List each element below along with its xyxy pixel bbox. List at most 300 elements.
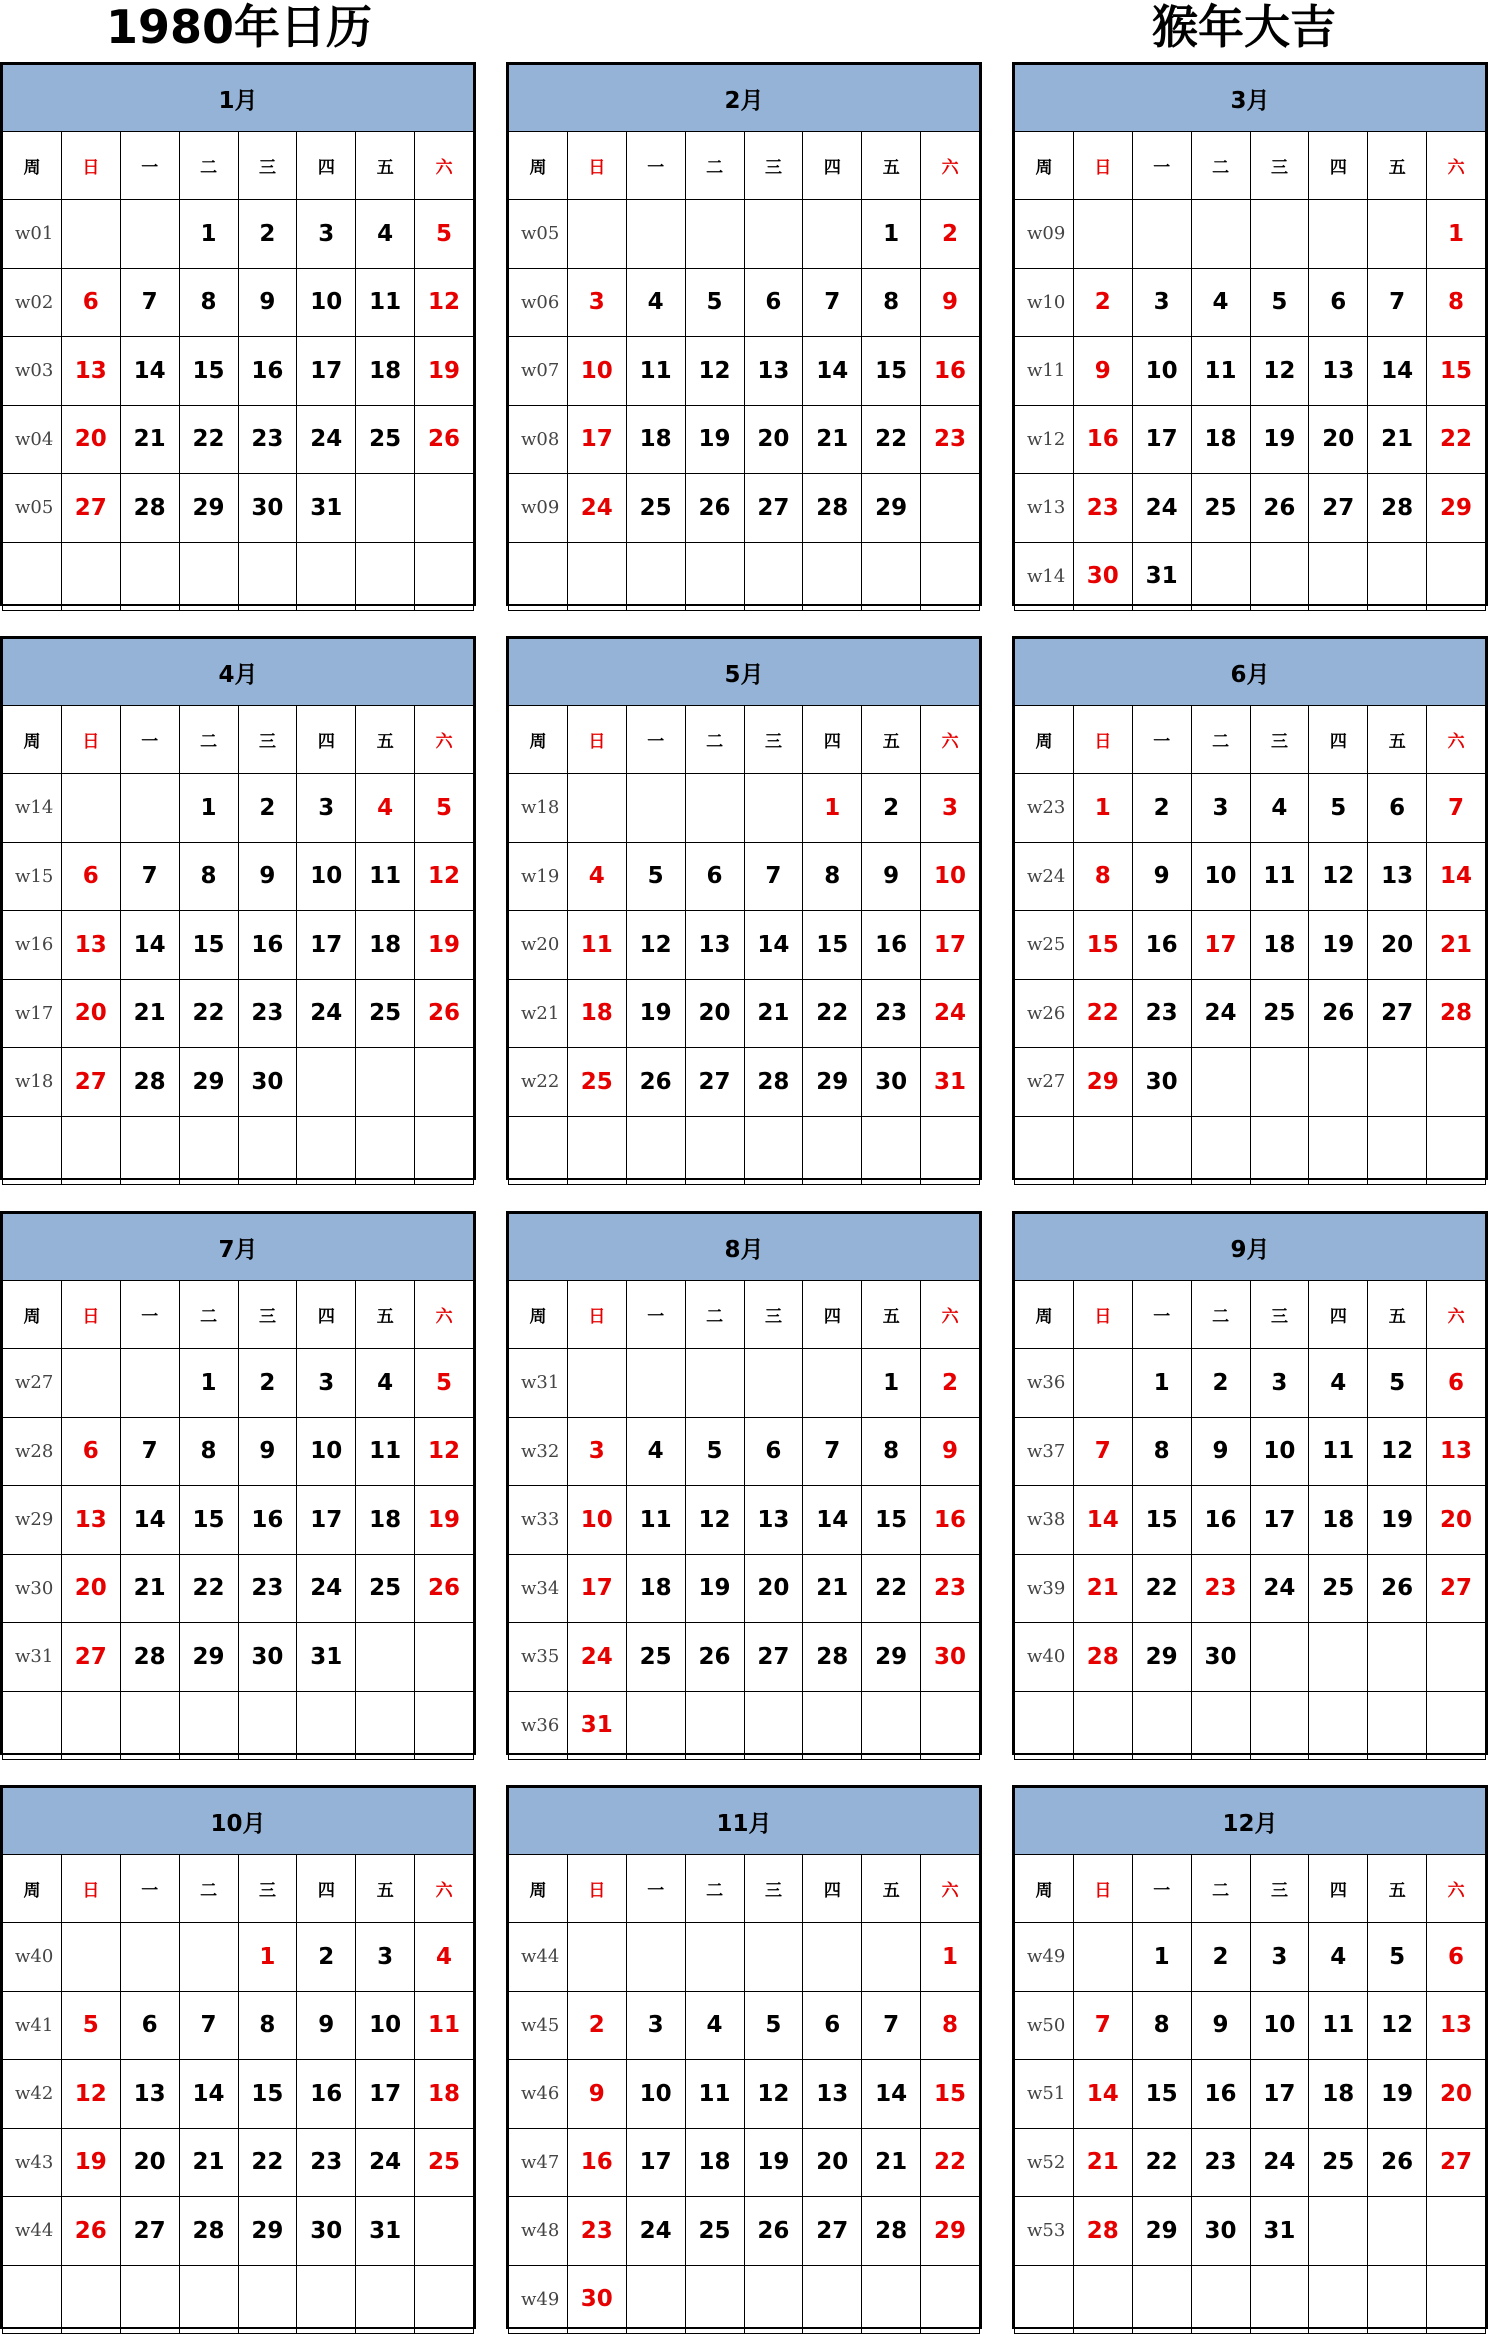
weekday-header: 四 — [297, 706, 356, 774]
day-cell: 6 — [61, 268, 120, 337]
day-cell — [1250, 1691, 1309, 1760]
day-cell — [356, 2265, 415, 2334]
day-cell — [1309, 1691, 1368, 1760]
week-number: w47 — [509, 2128, 568, 2197]
day-cell: 20 — [61, 979, 120, 1048]
day-cell: 10 — [1132, 337, 1191, 406]
day-cell: 5 — [1368, 1349, 1427, 1418]
day-cell — [1427, 1691, 1486, 1760]
weekday-header: 六 — [921, 132, 980, 200]
day-cell: 7 — [179, 1991, 238, 2060]
day-cell — [415, 1116, 474, 1185]
day-cell — [1073, 1691, 1132, 1760]
day-cell — [120, 542, 179, 611]
day-cell: 4 — [415, 1923, 474, 1992]
day-cell: 1 — [921, 1923, 980, 1992]
week-number: w41 — [3, 1991, 62, 2060]
day-cell: 11 — [626, 337, 685, 406]
day-cell: 8 — [1132, 1991, 1191, 2060]
day-cell: 17 — [921, 911, 980, 980]
day-cell: 22 — [921, 2128, 980, 2197]
day-cell: 3 — [567, 1417, 626, 1486]
day-cell: 20 — [1368, 911, 1427, 980]
day-cell — [744, 774, 803, 843]
day-cell: 25 — [685, 2197, 744, 2266]
day-cell: 3 — [567, 268, 626, 337]
day-cell — [1309, 1116, 1368, 1185]
week-column-header: 周 — [3, 706, 62, 774]
day-cell: 27 — [61, 1048, 120, 1117]
day-cell: 22 — [1073, 979, 1132, 1048]
day-cell — [744, 1923, 803, 1992]
week-number: w21 — [509, 979, 568, 1048]
day-cell: 27 — [685, 1048, 744, 1117]
day-cell: 9 — [567, 2060, 626, 2129]
week-number: w49 — [509, 2265, 568, 2334]
day-cell: 3 — [297, 774, 356, 843]
day-cell: 12 — [1368, 1417, 1427, 1486]
week-number: w39 — [1015, 1554, 1074, 1623]
weekday-header: 日 — [567, 1281, 626, 1349]
day-cell: 5 — [1368, 1923, 1427, 1992]
day-cell: 7 — [120, 268, 179, 337]
day-cell: 6 — [744, 1417, 803, 1486]
day-cell: 27 — [120, 2197, 179, 2266]
weekday-header: 五 — [1368, 1281, 1427, 1349]
day-cell: 12 — [61, 2060, 120, 2129]
day-cell: 12 — [1250, 337, 1309, 406]
day-cell — [120, 1691, 179, 1760]
day-cell: 17 — [567, 1554, 626, 1623]
week-number: w20 — [509, 911, 568, 980]
day-cell — [1132, 200, 1191, 269]
day-cell: 11 — [1191, 337, 1250, 406]
day-cell: 14 — [179, 2060, 238, 2129]
day-cell: 26 — [415, 405, 474, 474]
day-cell — [1309, 1048, 1368, 1117]
week-column-header: 周 — [1015, 132, 1074, 200]
week-column-header: 周 — [1015, 706, 1074, 774]
day-cell: 23 — [1132, 979, 1191, 1048]
day-cell — [356, 474, 415, 543]
week-row — [1015, 1417, 1486, 1486]
weekday-header: 六 — [1427, 132, 1486, 200]
month-10 — [0, 1785, 476, 2329]
day-cell: 1 — [862, 1349, 921, 1418]
day-cell — [61, 1349, 120, 1418]
day-cell — [803, 1691, 862, 1760]
day-cell: 14 — [803, 1486, 862, 1555]
week-row — [3, 1691, 474, 1760]
day-cell: 28 — [744, 1048, 803, 1117]
day-cell: 27 — [61, 1623, 120, 1692]
month-title: 9月 — [1015, 1214, 1486, 1281]
week-number: w02 — [3, 268, 62, 337]
day-cell: 16 — [238, 337, 297, 406]
day-cell: 17 — [297, 337, 356, 406]
day-cell: 29 — [1427, 474, 1486, 543]
day-cell: 13 — [744, 337, 803, 406]
week-row — [1015, 1623, 1486, 1692]
week-column-header: 周 — [3, 1855, 62, 1923]
day-cell: 24 — [297, 979, 356, 1048]
day-cell — [1250, 2265, 1309, 2334]
day-cell: 2 — [1073, 268, 1132, 337]
weekday-header: 四 — [803, 706, 862, 774]
day-cell: 2 — [297, 1923, 356, 1992]
day-cell: 23 — [1191, 2128, 1250, 2197]
day-cell — [1073, 2265, 1132, 2334]
weekday-header: 日 — [61, 1281, 120, 1349]
day-cell: 17 — [297, 1486, 356, 1555]
day-cell — [744, 1691, 803, 1760]
day-cell: 24 — [1191, 979, 1250, 1048]
day-cell: 14 — [1427, 842, 1486, 911]
week-number: w24 — [1015, 842, 1074, 911]
day-cell: 1 — [1132, 1923, 1191, 1992]
week-number: w23 — [1015, 774, 1074, 843]
week-number: w26 — [1015, 979, 1074, 1048]
day-cell: 9 — [238, 268, 297, 337]
month-table — [2, 1787, 474, 2334]
week-number: w37 — [1015, 1417, 1074, 1486]
day-cell: 20 — [685, 979, 744, 1048]
day-cell — [862, 1116, 921, 1185]
weekday-header: 二 — [1191, 132, 1250, 200]
day-cell: 25 — [356, 405, 415, 474]
day-cell: 14 — [1368, 337, 1427, 406]
day-cell: 11 — [356, 268, 415, 337]
weekday-header: 五 — [356, 1855, 415, 1923]
weekday-header: 四 — [1309, 132, 1368, 200]
week-number — [3, 2265, 62, 2334]
day-cell: 30 — [1073, 542, 1132, 611]
day-cell: 13 — [744, 1486, 803, 1555]
day-cell: 23 — [1073, 474, 1132, 543]
day-cell — [1309, 2197, 1368, 2266]
day-cell — [803, 2265, 862, 2334]
day-cell: 8 — [238, 1991, 297, 2060]
day-cell: 21 — [1073, 2128, 1132, 2197]
day-cell: 20 — [61, 405, 120, 474]
day-cell: 15 — [1132, 1486, 1191, 1555]
day-cell — [1427, 2265, 1486, 2334]
day-cell — [1250, 542, 1309, 611]
week-number — [1015, 2265, 1074, 2334]
weekday-header: 一 — [120, 1855, 179, 1923]
weekday-header: 六 — [921, 1281, 980, 1349]
month-title: 6月 — [1015, 639, 1486, 706]
week-number — [1015, 1691, 1074, 1760]
weekday-header: 五 — [1368, 132, 1427, 200]
week-row — [1015, 774, 1486, 843]
day-cell: 10 — [297, 268, 356, 337]
month-title: 1月 — [3, 65, 474, 132]
month-title: 11月 — [509, 1788, 980, 1855]
day-cell: 7 — [862, 1991, 921, 2060]
day-cell: 13 — [1368, 842, 1427, 911]
day-cell: 27 — [1368, 979, 1427, 1048]
week-number: w22 — [509, 1048, 568, 1117]
day-cell: 3 — [297, 1349, 356, 1418]
day-cell — [238, 542, 297, 611]
day-cell: 5 — [1250, 268, 1309, 337]
day-cell — [862, 1923, 921, 1992]
day-cell — [61, 1691, 120, 1760]
day-cell: 9 — [921, 268, 980, 337]
day-cell: 1 — [1073, 774, 1132, 843]
day-cell: 10 — [567, 337, 626, 406]
day-cell: 31 — [297, 474, 356, 543]
week-row — [509, 1691, 980, 1760]
day-cell: 9 — [238, 842, 297, 911]
weekday-header: 四 — [297, 132, 356, 200]
day-cell: 19 — [744, 2128, 803, 2197]
day-cell: 11 — [1309, 1991, 1368, 2060]
week-row — [1015, 1048, 1486, 1117]
day-cell — [626, 1349, 685, 1418]
month-5 — [506, 636, 982, 1180]
week-row — [509, 1991, 980, 2060]
day-cell: 30 — [1191, 2197, 1250, 2266]
week-number: w01 — [3, 200, 62, 269]
day-cell — [685, 1923, 744, 1992]
day-cell: 10 — [356, 1991, 415, 2060]
day-cell: 1 — [862, 200, 921, 269]
day-cell — [744, 1349, 803, 1418]
weekday-header: 三 — [1250, 1855, 1309, 1923]
day-cell: 25 — [356, 979, 415, 1048]
day-cell: 24 — [1250, 1554, 1309, 1623]
day-cell: 12 — [415, 268, 474, 337]
week-number — [1015, 1116, 1074, 1185]
week-row — [1015, 1691, 1486, 1760]
week-number: w36 — [1015, 1349, 1074, 1418]
week-row — [1015, 200, 1486, 269]
day-cell: 21 — [1073, 1554, 1132, 1623]
day-cell — [1073, 1923, 1132, 1992]
week-row — [1015, 268, 1486, 337]
month-8 — [506, 1211, 982, 1755]
day-cell — [1250, 1623, 1309, 1692]
day-cell — [685, 1691, 744, 1760]
day-cell — [179, 1923, 238, 1992]
month-2 — [506, 62, 982, 606]
week-column-header: 周 — [509, 132, 568, 200]
day-cell: 4 — [356, 774, 415, 843]
weekday-header: 二 — [179, 1281, 238, 1349]
day-cell: 1 — [179, 774, 238, 843]
day-cell — [120, 1923, 179, 1992]
month-12 — [1012, 1785, 1488, 2329]
day-cell: 29 — [803, 1048, 862, 1117]
week-number: w52 — [1015, 2128, 1074, 2197]
day-cell: 18 — [626, 405, 685, 474]
day-cell — [921, 1691, 980, 1760]
week-row — [3, 2128, 474, 2197]
day-cell — [61, 1116, 120, 1185]
day-cell — [1427, 1048, 1486, 1117]
weekday-header: 三 — [1250, 132, 1309, 200]
day-cell — [1427, 1116, 1486, 1185]
week-number: w14 — [3, 774, 62, 843]
weekday-header: 日 — [1073, 706, 1132, 774]
day-cell: 25 — [415, 2128, 474, 2197]
day-cell — [356, 1048, 415, 1117]
week-number: w51 — [1015, 2060, 1074, 2129]
weekday-header: 五 — [862, 706, 921, 774]
day-cell: 15 — [1132, 2060, 1191, 2129]
weekday-header: 二 — [179, 132, 238, 200]
week-number: w19 — [509, 842, 568, 911]
day-cell: 16 — [921, 337, 980, 406]
day-cell: 3 — [921, 774, 980, 843]
day-cell: 11 — [626, 1486, 685, 1555]
weekday-header: 五 — [356, 132, 415, 200]
weekday-header: 四 — [297, 1281, 356, 1349]
day-cell: 18 — [1309, 2060, 1368, 2129]
weekday-header: 一 — [626, 1855, 685, 1923]
week-row — [3, 1116, 474, 1185]
day-cell: 15 — [862, 337, 921, 406]
week-row — [3, 1554, 474, 1623]
week-row — [509, 542, 980, 611]
week-number: w12 — [1015, 405, 1074, 474]
weekday-header: 一 — [626, 132, 685, 200]
day-cell — [1073, 1116, 1132, 1185]
day-cell: 7 — [1073, 1417, 1132, 1486]
week-number: w48 — [509, 2197, 568, 2266]
day-cell — [1368, 200, 1427, 269]
day-cell: 27 — [61, 474, 120, 543]
day-cell — [1132, 2265, 1191, 2334]
day-cell: 26 — [1250, 474, 1309, 543]
day-cell: 23 — [862, 979, 921, 1048]
day-cell: 22 — [1132, 1554, 1191, 1623]
day-cell: 3 — [356, 1923, 415, 1992]
day-cell: 8 — [179, 268, 238, 337]
weekday-header: 四 — [1309, 706, 1368, 774]
week-number: w13 — [1015, 474, 1074, 543]
day-cell: 10 — [1250, 1991, 1309, 2060]
day-cell: 16 — [1191, 1486, 1250, 1555]
day-cell: 5 — [626, 842, 685, 911]
week-row — [509, 1349, 980, 1418]
week-row — [1015, 2060, 1486, 2129]
day-cell: 25 — [567, 1048, 626, 1117]
month-1 — [0, 62, 476, 606]
day-cell: 26 — [685, 474, 744, 543]
week-row — [1015, 1991, 1486, 2060]
day-cell — [1427, 542, 1486, 611]
day-cell — [803, 542, 862, 611]
day-cell — [626, 1116, 685, 1185]
weekday-header: 四 — [803, 1855, 862, 1923]
weekday-header: 六 — [1427, 1281, 1486, 1349]
day-cell: 17 — [356, 2060, 415, 2129]
day-cell: 25 — [626, 474, 685, 543]
week-row — [3, 979, 474, 1048]
day-cell — [1191, 1116, 1250, 1185]
weekday-header: 日 — [1073, 1855, 1132, 1923]
day-cell: 26 — [61, 2197, 120, 2266]
weekday-header: 六 — [921, 1855, 980, 1923]
weekday-header: 日 — [61, 1855, 120, 1923]
day-cell: 2 — [567, 1991, 626, 2060]
day-cell — [567, 200, 626, 269]
week-number: w08 — [509, 405, 568, 474]
day-cell: 11 — [567, 911, 626, 980]
day-cell: 20 — [1427, 1486, 1486, 1555]
day-cell: 15 — [179, 911, 238, 980]
week-column-header: 周 — [3, 132, 62, 200]
month-table — [2, 638, 474, 1185]
day-cell: 27 — [1427, 1554, 1486, 1623]
week-number — [3, 1691, 62, 1760]
weekday-header: 五 — [1368, 1855, 1427, 1923]
day-cell — [1132, 1691, 1191, 1760]
day-cell: 10 — [1250, 1417, 1309, 1486]
week-number: w44 — [3, 2197, 62, 2266]
day-cell: 22 — [803, 979, 862, 1048]
week-row — [3, 1991, 474, 2060]
week-row — [3, 2265, 474, 2334]
day-cell — [297, 542, 356, 611]
week-column-header: 周 — [1015, 1281, 1074, 1349]
day-cell — [1309, 2265, 1368, 2334]
day-cell — [626, 1691, 685, 1760]
day-cell: 21 — [1368, 405, 1427, 474]
day-cell: 24 — [626, 2197, 685, 2266]
month-table — [1014, 1787, 1486, 2334]
week-row — [3, 405, 474, 474]
day-cell: 7 — [803, 268, 862, 337]
day-cell — [685, 200, 744, 269]
weekday-header: 日 — [567, 706, 626, 774]
weekday-header: 一 — [626, 1281, 685, 1349]
day-cell: 1 — [179, 200, 238, 269]
weekday-header: 三 — [238, 1855, 297, 1923]
week-number: w05 — [3, 474, 62, 543]
weekday-header: 二 — [1191, 1855, 1250, 1923]
week-row — [3, 842, 474, 911]
day-cell: 20 — [744, 405, 803, 474]
day-cell: 11 — [415, 1991, 474, 2060]
day-cell: 3 — [1132, 268, 1191, 337]
week-row — [1015, 1486, 1486, 1555]
day-cell: 29 — [1132, 1623, 1191, 1692]
day-cell: 7 — [1368, 268, 1427, 337]
week-row — [509, 842, 980, 911]
day-cell: 16 — [297, 2060, 356, 2129]
day-cell — [297, 1116, 356, 1185]
day-cell: 7 — [803, 1417, 862, 1486]
day-cell: 24 — [567, 1623, 626, 1692]
day-cell — [1250, 200, 1309, 269]
day-cell: 29 — [862, 1623, 921, 1692]
day-cell: 2 — [238, 774, 297, 843]
day-cell: 9 — [862, 842, 921, 911]
day-cell — [1368, 1048, 1427, 1117]
day-cell: 23 — [921, 405, 980, 474]
week-row — [509, 268, 980, 337]
day-cell: 16 — [567, 2128, 626, 2197]
day-cell: 18 — [685, 2128, 744, 2197]
weekday-header: 四 — [1309, 1281, 1368, 1349]
day-cell: 22 — [179, 1554, 238, 1623]
day-cell: 15 — [921, 2060, 980, 2129]
week-number: w11 — [1015, 337, 1074, 406]
